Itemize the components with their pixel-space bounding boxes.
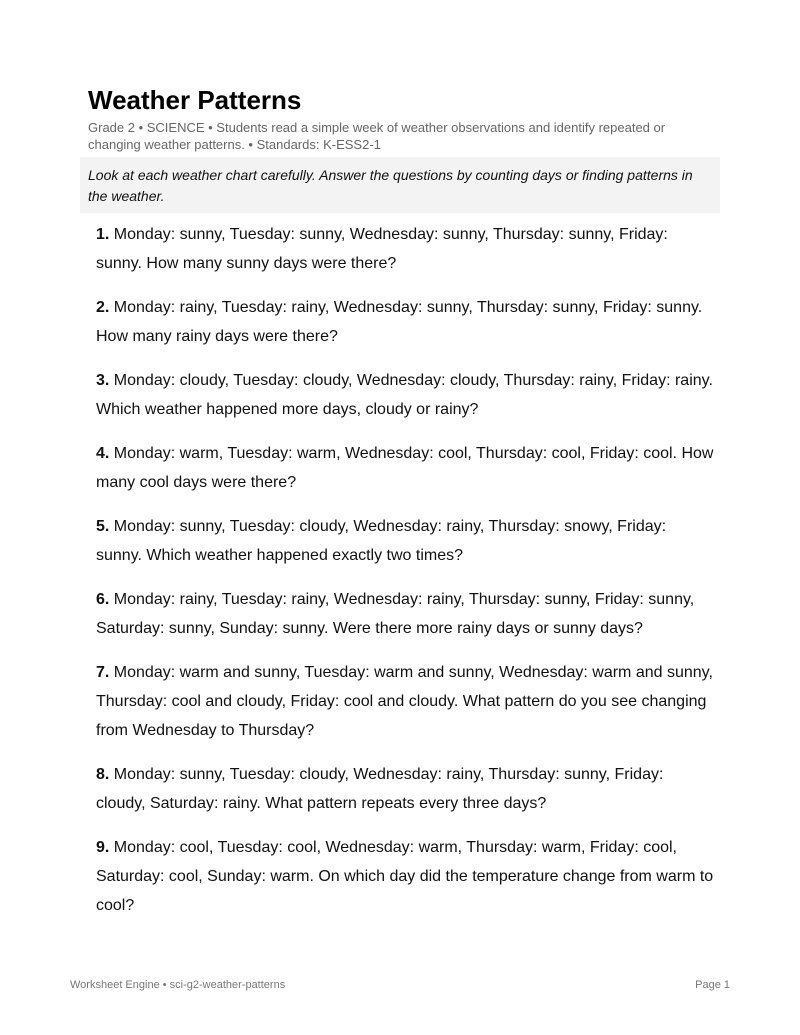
instructions-box: Look at each weather chart carefully. Answer the questions by counting days or finding patterns in the weather. bbox=[80, 157, 720, 213]
question-item bbox=[96, 585, 716, 643]
question-text: Monday: sunny, Tuesday: sunny, Wednesday: sunny, Thursday: sunny, Friday: sunny. How many sunny days were there? bbox=[96, 226, 668, 272]
question-item bbox=[96, 658, 716, 745]
question-item bbox=[96, 293, 716, 351]
footer-page-number: Page 1 bbox=[695, 979, 730, 991]
question-text: Monday: warm, Tuesday: warm, Wednesday: cool, Thursday: cool, Friday: cool. How many cool days were there? bbox=[96, 445, 714, 491]
question-text: Monday: sunny, Tuesday: cloudy, Wednesday: rainy, Thursday: snowy, Friday: sunny. Which weather happened exactly two times? bbox=[96, 518, 667, 564]
question-number: 2. bbox=[96, 299, 110, 316]
question-item bbox=[96, 760, 716, 818]
question-text: Monday: warm and sunny, Tuesday: warm and sunny, Wednesday: warm and sunny, Thursday: cool and cloudy, Friday: cool and cloudy. What pattern do you see changing from Wednesday to Thursday? bbox=[96, 664, 713, 739]
question-item bbox=[96, 220, 716, 278]
question-text: Monday: rainy, Tuesday: rainy, Wednesday: sunny, Thursday: sunny, Friday: sunny. How many rainy days were there? bbox=[96, 299, 703, 345]
question-list bbox=[96, 220, 716, 920]
question-text: Monday: rainy, Tuesday: rainy, Wednesday: rainy, Thursday: sunny, Friday: sunny, Saturday: sunny, Sunday: sunny. Were there more rainy days or sunny days? bbox=[96, 591, 695, 637]
question-number: 8. bbox=[96, 766, 110, 783]
question-number: 7. bbox=[96, 664, 110, 681]
question-number: 9. bbox=[96, 839, 110, 856]
question-number: 1. bbox=[96, 226, 110, 243]
question-item bbox=[96, 512, 716, 570]
question-number: 4. bbox=[96, 445, 110, 462]
question-text: Monday: cool, Tuesday: cool, Wednesday: warm, Thursday: warm, Friday: cool, Saturday: cool, Sunday: warm. On which day did the temperature change from warm to cool? bbox=[96, 839, 714, 914]
question-number: 5. bbox=[96, 518, 110, 535]
page-title: Weather Patterns bbox=[88, 85, 302, 115]
page-subtitle: Grade 2 • SCIENCE • Students read a simple week of weather observations and identify repeated or changing weather patterns. • Standards: K-ESS2-1 bbox=[88, 120, 666, 152]
question-text: Monday: sunny, Tuesday: cloudy, Wednesday: rainy, Thursday: sunny, Friday: cloudy, Saturday: rainy. What pattern repeats every three days? bbox=[96, 766, 664, 812]
footer-source: Worksheet Engine • sci-g2-weather-patterns bbox=[70, 979, 286, 991]
question-item bbox=[96, 833, 716, 920]
question-number: 6. bbox=[96, 591, 110, 608]
question-text: Monday: cloudy, Tuesday: cloudy, Wednesday: cloudy, Thursday: rainy, Friday: rainy. Which weather happened more days, cloudy or rainy? bbox=[96, 372, 713, 418]
question-number: 3. bbox=[96, 372, 110, 389]
question-item bbox=[96, 439, 716, 497]
question-item bbox=[96, 366, 716, 424]
